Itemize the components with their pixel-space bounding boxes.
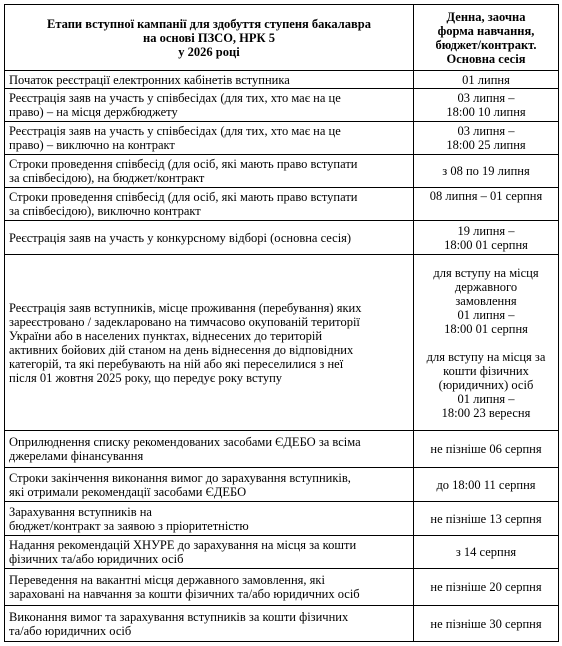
stage-cell bbox=[5, 536, 414, 569]
table-row bbox=[5, 468, 559, 502]
date-cell bbox=[414, 155, 559, 188]
header-stages-line: на основі ПЗСО, НРК 5 bbox=[143, 30, 275, 45]
stage-text: бюджет/контракт за заявою з пріоритетністю bbox=[9, 518, 249, 533]
date-text: кошти фізичних bbox=[443, 363, 529, 378]
table-row bbox=[5, 71, 559, 89]
date-text: не пізніше 06 серпня bbox=[430, 442, 542, 456]
date-text: замовлення bbox=[455, 293, 517, 308]
stage-text: та/або юридичних осіб bbox=[9, 623, 132, 638]
stage-cell bbox=[5, 431, 414, 468]
date-cell bbox=[414, 536, 559, 569]
stage-text: право) – виключно на контракт bbox=[9, 138, 175, 152]
stage-cell bbox=[5, 155, 414, 188]
date-text: не пізніше 13 серпня bbox=[430, 511, 542, 526]
date-cell bbox=[414, 122, 559, 155]
stage-text: активних бойових дій станом на день віднесення до відповідних bbox=[9, 342, 354, 357]
stage-cell bbox=[5, 255, 414, 431]
stage-text: Строки проведення співбесід (для осіб, які мають право вступати bbox=[9, 190, 358, 204]
date-cell bbox=[414, 255, 559, 431]
stage-cell bbox=[5, 606, 414, 642]
stage-text: Початок реєстрації електронних кабінетів вступника bbox=[9, 72, 290, 87]
date-text: 08 липня – 01 серпня bbox=[429, 189, 543, 203]
stage-text: Реєстрація заяв вступників, місце проживання (перебування) яких bbox=[9, 300, 362, 315]
date-text: державного bbox=[454, 279, 518, 294]
stage-text: зареєстровано / задекларовано на тимчасово окупованій території bbox=[9, 314, 360, 329]
header-form-line: бюджет/контракт. bbox=[435, 37, 537, 52]
admission-schedule-table bbox=[4, 4, 559, 642]
stage-text: України або в населених пунктах, віднесених до територій bbox=[9, 328, 323, 343]
stage-cell bbox=[5, 468, 414, 502]
header-form-line: Денна, заочна bbox=[446, 9, 526, 24]
table-row bbox=[5, 188, 559, 221]
stage-text: категорій, та які перебувають на ній або які переселилися з неї bbox=[9, 356, 344, 371]
stage-text: за співбесідою), на бюджет/контракт bbox=[9, 171, 205, 185]
stage-cell bbox=[5, 71, 414, 89]
stage-cell bbox=[5, 188, 414, 221]
header-row bbox=[5, 5, 559, 71]
stage-text: які отримали рекомендації засобами ЄДЕБО bbox=[9, 484, 247, 499]
stage-text: Реєстрація заяв на участь у співбесідах (для тих, хто має на це bbox=[9, 91, 341, 105]
table-row bbox=[5, 89, 559, 122]
stage-cell bbox=[5, 89, 414, 122]
stage-text: право) – на місця держбюджету bbox=[9, 105, 178, 119]
stage-text: Строки проведення співбесід (для осіб, які мають право вступати bbox=[9, 157, 358, 171]
date-cell bbox=[414, 89, 559, 122]
date-text: (юридичних) осіб bbox=[438, 377, 534, 392]
date-text: не пізніше 20 серпня bbox=[430, 580, 542, 594]
table-row bbox=[5, 606, 559, 642]
header-form-line: Основна сесія bbox=[446, 51, 526, 66]
date-cell bbox=[414, 431, 559, 468]
stage-text: Реєстрація заяв на участь у конкурсному відборі (основна сесія) bbox=[9, 230, 352, 245]
date-text: для вступу на місця bbox=[433, 265, 539, 280]
header-form-line: форма навчання, bbox=[437, 23, 535, 38]
stage-cell bbox=[5, 569, 414, 606]
stage-text: після 01 жовтня 2025 року, що передує року вступу bbox=[9, 370, 283, 385]
date-text: 18:00 25 липня bbox=[446, 138, 526, 152]
date-cell bbox=[414, 606, 559, 642]
date-text: до 18:00 11 серпня bbox=[436, 477, 536, 492]
date-text: 01 липня bbox=[462, 72, 510, 87]
table-row bbox=[5, 221, 559, 255]
stage-text: джерелами фінансування bbox=[9, 449, 144, 463]
date-cell bbox=[414, 221, 559, 255]
stage-text: Надання рекомендацій ХНУРЕ до зарахування на місця за кошти bbox=[9, 538, 357, 552]
header-stages-line: у 2026 році bbox=[178, 44, 240, 59]
stage-text: за співбесідою), виключно контракт bbox=[9, 204, 201, 218]
date-text: не пізніше 30 серпня bbox=[430, 616, 542, 631]
date-text: 03 липня – bbox=[457, 91, 515, 105]
stage-cell bbox=[5, 122, 414, 155]
date-text: 03 липня – bbox=[457, 124, 515, 138]
table-row bbox=[5, 255, 559, 431]
date-text: 18:00 01 серпня bbox=[444, 321, 528, 336]
stage-text: фізичних та/або юридичних осіб bbox=[9, 552, 184, 566]
header-stages-cell bbox=[5, 5, 414, 71]
table-row bbox=[5, 122, 559, 155]
date-text: 01 липня – bbox=[457, 307, 515, 322]
date-text: 18:00 23 вересня bbox=[441, 405, 531, 420]
table-row bbox=[5, 431, 559, 468]
stage-text: зараховані на навчання за кошти фізичних та/або юридичних осіб bbox=[9, 587, 360, 601]
stage-text: Переведення на вакантні місця державного замовлення, які bbox=[9, 573, 325, 587]
header-stages-line: Етапи вступної кампанії для здобуття ступеня бакалавра bbox=[47, 16, 371, 31]
date-text: з 14 серпня bbox=[455, 545, 517, 559]
stage-cell bbox=[5, 221, 414, 255]
stage-text: Реєстрація заяв на участь у співбесідах (для тих, хто має на це bbox=[9, 124, 341, 138]
stage-text: Строки закінчення виконання вимог до зарахування вступників, bbox=[9, 470, 351, 485]
table-row bbox=[5, 155, 559, 188]
date-cell bbox=[414, 188, 559, 221]
date-cell bbox=[414, 502, 559, 536]
date-cell bbox=[414, 71, 559, 89]
date-text: 01 липня – bbox=[457, 391, 515, 406]
spacer bbox=[418, 336, 554, 350]
date-cell bbox=[414, 468, 559, 502]
date-text: 19 липня – bbox=[457, 223, 515, 238]
date-text: з 08 по 19 липня bbox=[442, 164, 530, 178]
date-cell bbox=[414, 569, 559, 606]
stage-text: Виконання вимог та зарахування вступників за кошти фізичних bbox=[9, 609, 349, 624]
table-row bbox=[5, 569, 559, 606]
date-text: для вступу на місця за bbox=[426, 349, 546, 364]
date-text: 18:00 01 серпня bbox=[444, 237, 528, 252]
header-form-cell bbox=[414, 5, 559, 71]
stage-cell bbox=[5, 502, 414, 536]
table-row bbox=[5, 502, 559, 536]
table-row bbox=[5, 536, 559, 569]
stage-text: Оприлюднення списку рекомендованих засобами ЄДЕБО за всіма bbox=[9, 435, 361, 449]
stage-text: Зарахування вступників на bbox=[9, 504, 152, 519]
date-text: 18:00 10 липня bbox=[446, 105, 526, 119]
